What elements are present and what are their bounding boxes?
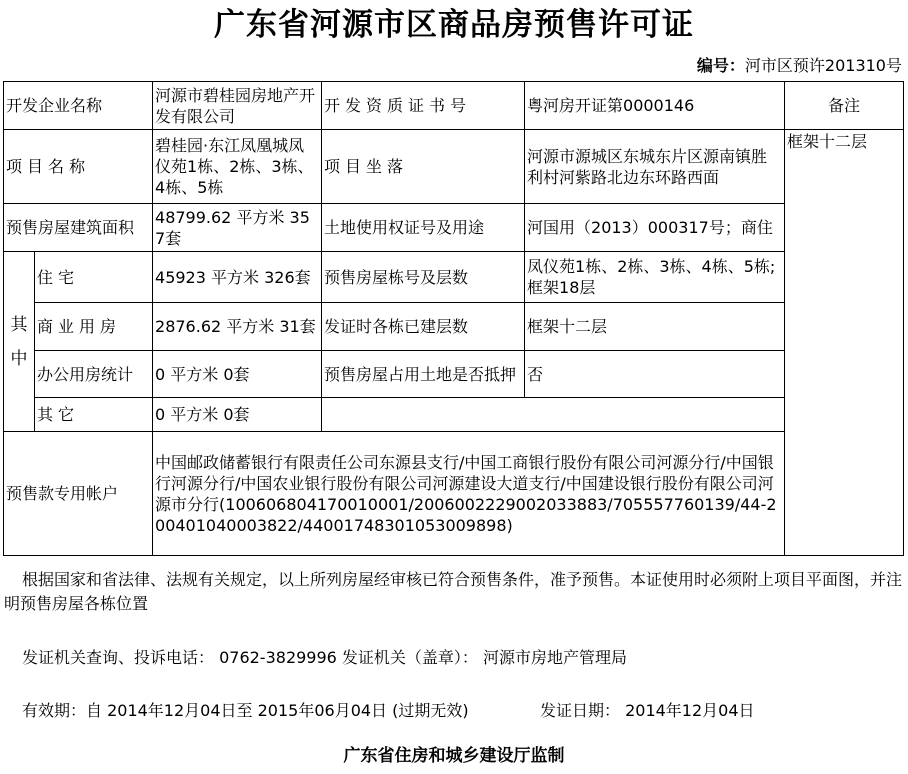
row-developer — [4, 82, 904, 130]
mortgage-value: 否 — [525, 351, 785, 398]
residential-label: 住宅 — [35, 252, 153, 303]
remark-label: 备注 — [785, 82, 904, 130]
office-value: 0 平方米 0套 — [153, 351, 322, 398]
other-label: 其它 — [35, 398, 153, 432]
statement-text: 根据国家和省法律、法规有关规定，以上所列房屋经审核已符合预售条件，准予预售。本证使用时必须附上项目平面图，并注明预售房屋各栋位置 — [4, 570, 903, 613]
account-label: 预售款专用帐户 — [4, 432, 153, 556]
document-number-label: 编号： — [696, 56, 745, 75]
project-location-value: 河源市源城区东城东片区源南镇胜利村河紫路北边东环路西面 — [525, 130, 785, 204]
presale-area-value: 48799.62 平方米 357套 — [153, 204, 322, 252]
row-residential — [4, 252, 904, 303]
developer-label: 开发企业名称 — [4, 82, 153, 130]
qualification-label: 开发资质证书号 — [322, 82, 525, 130]
developer-value: 河源市碧桂园房地产开发有限公司 — [153, 82, 322, 130]
among-label: 其 中 — [4, 252, 35, 432]
document-number — [697, 55, 902, 77]
residential-value: 45923 平方米 326套 — [153, 252, 322, 303]
office-label: 办公用房统计 — [35, 351, 153, 398]
buildings-floors-label: 预售房屋栋号及层数 — [322, 252, 525, 303]
built-floors-label: 发证时各栋已建层数 — [322, 303, 525, 351]
remark-value: 框架十二层 — [785, 130, 904, 556]
row-office — [4, 351, 904, 398]
land-cert-label: 土地使用权证号及用途 — [322, 204, 525, 252]
other-value: 0 平方米 0套 — [153, 398, 322, 432]
built-floors-value: 框架十二层 — [525, 303, 785, 351]
land-cert-value: 河国用（2013）000317号；商住 — [525, 204, 785, 252]
issue-date-line: 发证日期： 2014年12月04日 — [540, 701, 755, 720]
row-area — [4, 204, 904, 252]
document-title: 广东省河源市区商品房预售许可证 — [214, 7, 694, 43]
validity-line: 有效期：自 2014年12月04日至 2015年06月04日 (过期无效) — [22, 701, 469, 720]
qualification-value: 粤河房开证第0000146 — [525, 82, 785, 130]
row-account — [4, 432, 904, 556]
buildings-floors-value: 凤仪苑1栋、2栋、3栋、4栋、5栋;框架18层 — [525, 252, 785, 303]
mortgage-label: 预售房屋占用土地是否抵押 — [322, 351, 525, 398]
supervisor-text: 广东省住房和城乡建设厅监制 — [343, 746, 565, 766]
contact-line: 发证机关查询、投诉电话： 0762-3829996 发证机关（盖章）： 河源市房地产管理局 — [22, 648, 628, 667]
commercial-value: 2876.62 平方米 31套 — [153, 303, 322, 351]
commercial-label: 商业用房 — [35, 303, 153, 351]
row-project — [4, 130, 904, 204]
project-name-label: 项目名称 — [4, 130, 153, 204]
presale-area-label: 预售房屋建筑面积 — [4, 204, 153, 252]
document-number-value: 河市区预许201310号 — [744, 56, 902, 75]
project-location-label: 项目坐落 — [322, 130, 525, 204]
other-empty — [322, 398, 785, 432]
permit-table — [3, 81, 904, 556]
account-value: 中国邮政储蓄银行有限责任公司东源县支行/中国工商银行股份有限公司河源分行/中国银行河源分行/中国农业银行股份有限公司河源建设大道支行/中国建设银行股份有限公司河源市分行(100606804170010001/2006002229002033883/705557760139/44-200401040003822/44001748301053009898) — [153, 432, 785, 556]
row-commercial — [4, 303, 904, 351]
project-name-value: 碧桂园·东江凤凰城凤仪苑1栋、2栋、3栋、4栋、5栋 — [153, 130, 322, 204]
row-other — [4, 398, 904, 432]
